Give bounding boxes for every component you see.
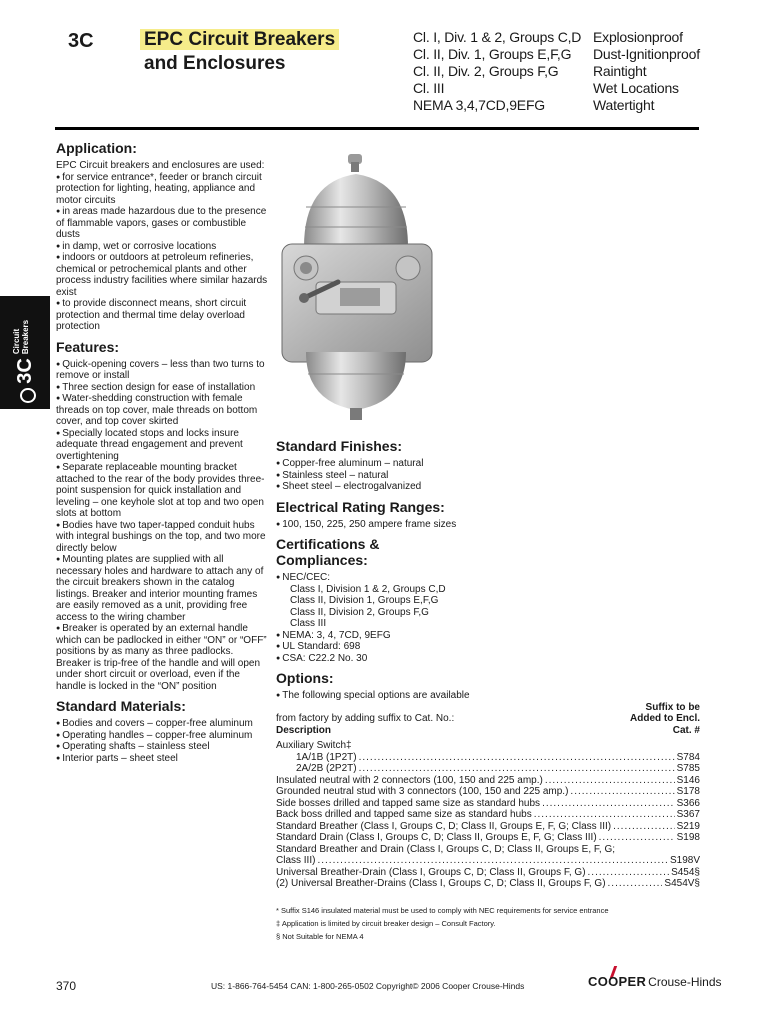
options-table-header: from factory by adding suffix to Cat. No.: Suffix to be Added to Encl.: [276, 701, 700, 724]
certification-item: ● UL Standard: 698: [276, 641, 700, 653]
material-item: ● Interior parts – sheet steel: [56, 753, 268, 765]
side-tab-code: 3C: [13, 358, 36, 384]
options-heading: Options:: [276, 670, 334, 686]
feature-item: ● Separate replaceable mounting bracket attached to the rear of the body provides three-point suspension for quick installation and leveling – one keyhole slot at top and two open slots at bottom: [56, 462, 268, 520]
option-suffix-code: S454V§: [664, 878, 700, 889]
side-tab-label: Circuit Breakers: [12, 319, 30, 355]
features-heading: Features:: [56, 338, 120, 355]
material-item: ● Operating shafts – stainless steel: [56, 741, 268, 753]
finish-item: ● Sheet steel – electrogalvanized: [276, 481, 700, 493]
feature-item: ● Three section design for ease of installation: [56, 382, 268, 394]
option-description: Back boss drilled and tapped same size as standard hubs: [276, 809, 532, 820]
ratings-heading: Electrical Rating Ranges:: [276, 498, 445, 515]
option-description: Universal Breather-Drain (Class I, Groups C, D; Class II, Groups F, G): [276, 866, 586, 878]
leader-dots: [359, 752, 675, 764]
option-row: [276, 798, 700, 810]
nec-item: Class III: [290, 618, 327, 629]
leader-dots: [613, 821, 675, 833]
leader-dots: [545, 775, 675, 787]
application-intro: EPC Circuit breakers and enclosures are used:: [56, 160, 265, 171]
breather-drain-line: Standard Breather and Drain (Class I, Groups C, D; Class II, Groups E, F, G;: [276, 843, 616, 855]
footnote: ‡ Application is limited by circuit breaker design – Consult Factory.: [276, 918, 496, 928]
suffix-header: Cat. #: [672, 724, 700, 736]
material-item: ● Bodies and covers – copper-free aluminum: [56, 718, 268, 730]
leader-dots: [534, 809, 675, 821]
option-suffix-code: S366: [676, 797, 700, 809]
option-description: Side bosses drilled and tapped same size as standard hubs: [276, 797, 541, 809]
option-row: [276, 867, 700, 879]
classification-list: [413, 29, 581, 114]
option-suffix-code: S784: [676, 751, 700, 763]
footnote: * Suffix S146 insulated material must be used to comply with NEC requirements for service entrance: [276, 905, 609, 915]
application-item: ● in damp, wet or corrosive locations: [56, 241, 268, 253]
option-row: [276, 878, 700, 890]
product-image: [276, 152, 436, 424]
rating-list: [593, 29, 700, 114]
option-description: (2) Universal Breather-Drains (Class I, Groups C, D; Class II, Groups F, G): [276, 878, 606, 889]
feature-item: ● Mounting plates are supplied with all necessary holes and hardware to attach any of the circuit breakers shown in the catalog listings. Breaker and interior mounting frames are easily removed as a unit, providing free access to the wiring chamber: [56, 554, 268, 623]
brand-logo: [588, 974, 722, 989]
option-row: [276, 763, 700, 775]
certifications-heading: Certifications & Compliances:: [276, 536, 380, 568]
option-description: Class III): [276, 855, 316, 866]
materials-heading: Standard Materials:: [56, 698, 186, 714]
classification-item: Cl. I, Div. 1 & 2, Groups C,D: [413, 29, 582, 45]
title-line-2: and Enclosures: [144, 53, 286, 74]
footnotes: [276, 906, 700, 941]
classification-item: Cl. II, Div. 1, Groups E,F,G: [413, 46, 572, 62]
rating-item: Watertight: [593, 97, 655, 113]
leader-dots: [359, 763, 675, 775]
feature-item: ● Specially located stops and locks insure adequate thread engagement and prevent overtightening: [56, 428, 268, 463]
circle-icon: [20, 388, 36, 403]
footer-contact: US: 1-866-764-5454 CAN: 1-800-265-0502 Copyright© 2006 Cooper Crouse-Hinds: [211, 981, 525, 991]
nec-item: Class I, Division 1 & 2, Groups C,D: [290, 583, 446, 595]
option-suffix-code: S198: [676, 832, 700, 843]
leader-dots: [599, 832, 675, 844]
side-tab: [0, 296, 50, 409]
left-column: [56, 140, 268, 764]
classification-item: Cl. II, Div. 2, Groups F,G: [413, 63, 559, 79]
option-description: Standard Drain (Class I, Groups C, D; Class II, Groups E, F, G; Class III): [276, 832, 597, 843]
option-suffix-code: S454§: [671, 866, 700, 878]
description-header: Description: [276, 724, 332, 736]
application-item: ● indoors or outdoors at petroleum refineries, chemical or petrochemical plants and other process industry facilities where similar hazards exist: [56, 252, 268, 298]
rating-item: Explosionproof: [593, 29, 683, 45]
nec-label: ● NEC/CEC:: [276, 572, 700, 584]
aux-switch-label: Auxiliary Switch‡: [276, 740, 352, 751]
option-description: Standard Breather (Class I, Groups C, D; Class II, Groups E, F, G; Class III): [276, 820, 612, 832]
options-intro-1: ● The following special options are available: [276, 690, 700, 702]
nec-item: Class II, Division 1, Groups E,F,G: [290, 595, 439, 606]
option-row: [276, 832, 700, 844]
option-suffix-code: S785: [676, 763, 700, 774]
option-suffix-code: S178: [676, 786, 700, 797]
classification-item: Cl. III: [413, 80, 445, 96]
section-code: 3C: [68, 30, 94, 52]
option-row: [276, 821, 700, 833]
application-item: ● in areas made hazardous due to the presence of flammable vapors, gases or combustible dusts: [56, 206, 268, 241]
header-rule: [55, 127, 699, 130]
rating-range-item: ● 100, 150, 225, 250 ampere frame sizes: [276, 519, 700, 531]
classification-item: NEMA 3,4,7CD,9EFG: [413, 97, 545, 113]
application-heading: Application:: [56, 140, 137, 156]
page-number: 370: [56, 979, 77, 993]
option-row: [276, 775, 700, 787]
option-row: [276, 809, 700, 821]
certification-item: ● NEMA: 3, 4, 7CD, 9EFG: [276, 630, 700, 642]
feature-item: ● Breaker is operated by an external handle which can be padlocked in either “ON” or “OFF” positions by as many as three padlocks. Breaker is trip-free of the handle and will open under short circuit or overload, even if the handle is locked in the “ON” position: [56, 623, 268, 692]
footnote: § Not Suitable for NEMA 4: [276, 931, 364, 941]
option-suffix-code: S367: [676, 809, 700, 820]
option-description: 2A/2B (2P2T): [296, 763, 357, 774]
option-suffix-code: S219: [676, 820, 700, 832]
feature-item: ● Quick-opening covers – less than two turns to remove or install: [56, 359, 268, 382]
brand-name-2: Crouse-Hinds: [648, 974, 722, 989]
rating-item: Wet Locations: [593, 80, 679, 96]
option-description: Insulated neutral with 2 connectors (100, 150 and 225 amp.): [276, 774, 543, 786]
option-suffix-code: S146: [676, 774, 700, 786]
application-item: ● to provide disconnect means, short circuit protection and thermal time delay overload protection: [56, 298, 268, 333]
title-line-1: EPC Circuit Breakers: [140, 29, 339, 50]
application-item: ● for service entrance*, feeder or branch circuit protection for lighting, heating, appliance and motor circuits: [56, 172, 268, 207]
finish-item: ● Stainless steel – natural: [276, 470, 700, 482]
certification-item: ● CSA: C22.2 No. 30: [276, 653, 700, 665]
option-description: Grounded neutral stud with 3 connectors (100, 150 and 225 amp.): [276, 786, 569, 797]
rating-item: Dust-Ignitionproof: [593, 46, 700, 62]
finishes-heading: Standard Finishes:: [276, 438, 403, 454]
document-title: [140, 28, 339, 76]
leader-dots: [570, 786, 674, 798]
leader-dots: [608, 878, 663, 890]
option-row: [276, 752, 700, 764]
finish-item: ● Copper-free aluminum – natural: [276, 458, 700, 470]
right-column: [276, 438, 700, 945]
feature-item: ● Water-shedding construction with female threads on top cover, male threads on bottom cover, and top cover skirted: [56, 393, 268, 428]
leader-dots: [542, 798, 675, 810]
feature-item: ● Bodies have two taper-tapped conduit hubs with integral bushings on the top, and two more directly below: [56, 520, 268, 555]
option-suffix-code: S198V: [669, 855, 700, 866]
option-row: [276, 855, 700, 867]
option-description: 1A/1B (1P2T): [296, 751, 357, 763]
option-row: [276, 786, 700, 798]
material-item: ● Operating handles – copper-free aluminum: [56, 730, 268, 742]
brand-name-1: COOPER: [588, 974, 647, 989]
options-intro-2: from factory by adding suffix to Cat. No.:: [276, 713, 455, 724]
leader-dots: [317, 855, 668, 867]
rating-item: Raintight: [593, 63, 647, 79]
nec-item: Class II, Division 2, Groups F,G: [290, 606, 429, 618]
leader-dots: [588, 867, 670, 879]
options-column-headers: [276, 725, 700, 737]
